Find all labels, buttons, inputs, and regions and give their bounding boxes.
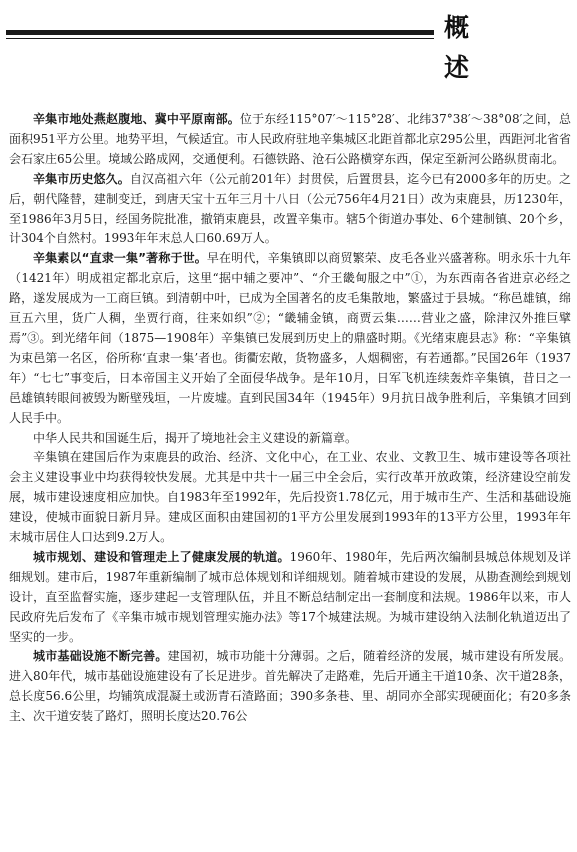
paragraph	[9, 448, 571, 548]
paragraph-lead: 城市基础设施不断完善。	[33, 649, 168, 664]
paragraph-text: 1960年、1980年，先后两次编制县城总体规划及详细规划。建市后，1987年重新编制了城市总体规划和详细规划。随着城市建设的发展，从勘查测绘到规划设计，直至监督实施，逐步建起一支管理队伍，并且不断总结制定出一套制度和法规。1986年以来，市人民政府先后发布了《辛集市城市规划管理实施办法》等17个城建法规。为城市建设纳入法制化轨道迈出了坚实的一步。	[9, 549, 571, 644]
paragraph	[9, 429, 571, 449]
paragraph-text: 早在明代，辛集镇即以商贸繁荣、皮毛各业兴盛著称。明永乐十九年（1421年）明成祖定都北京后，这里“据中辅之要冲”、“介王畿甸服之中”①，为东西南各省进京必经之路，遂发展成为一工商巨镇。到清朝中叶，已成为全国著名的皮毛集散地，繁盛过于县城。“称邑雄镇，绵亘五六里，货广人稠，坐贾行商，往来如织”②；“畿辅金镇，商贾云集……营业之盛，除津汉外推巨擘焉”③。到光绪年间（1875—1908年）辛集镇已发展到历史上的鼎盛时期。《光绪束鹿县志》称：“辛集镇为束邑第一名区，俗所称‘直隶一集’者也。街衢宏敞，货物盛多，人烟稠密，有若通都。”民国26年（1937年）“七七”事变后，日本帝国主义开始了全面侵华战争。是年10月，日军飞机连续轰炸辛集镇，昔日之一邑雄镇转眼间被毁为断壁残垣，一片废墟。直到民国34年（1945年）9月抗日战争胜利后，辛集镇才回到人民手中。	[9, 251, 571, 425]
paragraph-text: 建国初，城市功能十分薄弱。之后，随着经济的发展，城市建设有所发展。进入80年代，城市基础设施建设有了长足进步。首先解决了走路难，先后开通主干道10条、次干道28条，总长度56.6公里，均铺筑成混凝土或沥青石渣路面；390多条巷、里、胡同亦全部实现硬面化；有20多条主、次干道安装了路灯，照明长度达20.76公	[9, 649, 571, 724]
paragraph	[9, 249, 571, 428]
page-header	[0, 0, 577, 82]
page-title: 概 述	[444, 13, 555, 82]
paragraph	[9, 170, 571, 250]
paragraph-lead: 辛集市历史悠久。	[33, 171, 130, 186]
paragraph-lead: 辛集市地处燕赵腹地、冀中平原南部。	[33, 112, 240, 126]
header-rule-thick	[6, 30, 434, 35]
paragraph	[9, 647, 571, 727]
paragraph-text: 位于东经115°07′～115°28′、北纬37°38′～38°08′之间，总面积951平方公里。地势平坦，气候适宜。市人民政府驻地辛集城区北距首都北京295公里，西距河北省省会石家庄65公里。境域公路成网，交通便利。石德铁路、沧石公路横穿东西，保定至新河公路纵贯南北。	[9, 112, 572, 166]
paragraph-lead: 城市规划、建设和管理走上了健康发展的轨道。	[33, 549, 290, 564]
paragraph-lead: 辛集素以“直隶一集”著称于世。	[33, 251, 207, 266]
header-rule-thin	[6, 38, 434, 39]
paragraph	[9, 548, 571, 648]
paragraph-text: 中华人民共和国诞生后，揭开了境地社会主义建设的新篇章。	[33, 430, 358, 445]
paragraph-text: 自汉高祖六年（公元前201年）封贯侯，后置贯县，迄今已有2000多年的历史。之后，朝代隆替，建制变迁，到唐天宝十五年三月十八日（公元756年4月21日）改为束鹿县，历1230年，至1986年3月5日，经国务院批准，撤销束鹿县，改置辛集市。辖5个街道办事处、6个建制镇、20个乡，计304个自然村。1993年年末总人口60.69万人。	[9, 171, 571, 246]
paragraph	[9, 110, 571, 170]
paragraph-text: 辛集镇在建国后作为束鹿县的政治、经济、文化中心，在工业、农业、文教卫生、城市建设等各项社会主义建设事业中均获得较快发展。尤其是中共十一届三中全会后，实行改革开放政策，经济建设空前发展，城市建设速度相应加快。自1983年至1992年，先后投资1.78亿元，用于城市生产、生活和基础设施建设，使城市面貌日新月异。建成区面积由建国初的1平方公里发展到1993年的13平方公里，1993年年末城市居住人口达到9.2万人。	[9, 450, 571, 545]
article-body	[9, 110, 571, 727]
